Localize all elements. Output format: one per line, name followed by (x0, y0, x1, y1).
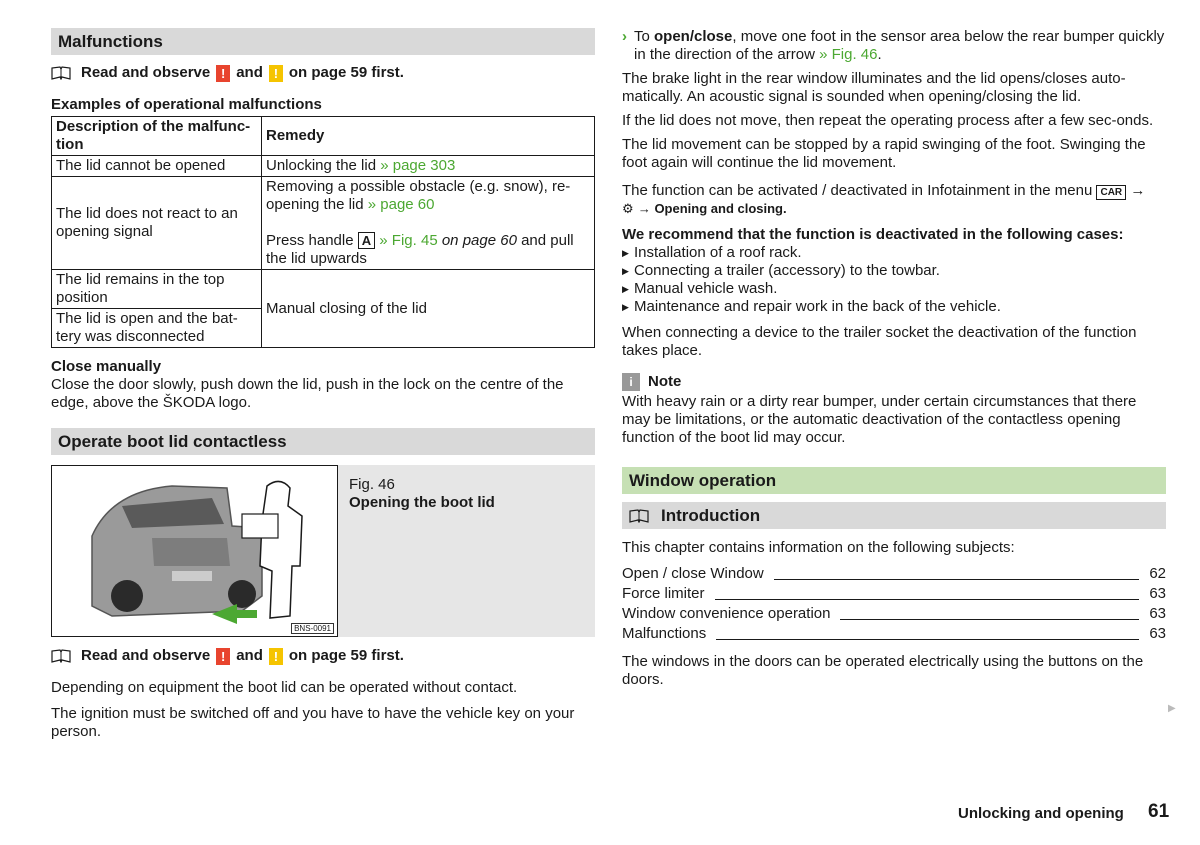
toc-label: Force limiter (622, 585, 705, 602)
toc-page: 63 (1149, 625, 1166, 642)
recommend-list (622, 244, 1166, 316)
toc-leader (716, 639, 1139, 640)
read-and-text: and (236, 647, 263, 664)
remedy-line-a (266, 178, 590, 214)
subsection-heading-introduction (622, 502, 1166, 529)
list-item: ▶ Maintenance and repair work in the back of the vehicle. (622, 298, 1166, 316)
table-cell: The lid remains in the top position (52, 270, 262, 309)
note-text: With heavy rain or a dirty rear bumper, under certain circumstances that there may be limitations, or the automatic deactivation of the contactless opening function of the boot lid may occur. (622, 393, 1137, 446)
toc-page: 63 (1149, 585, 1166, 602)
book-icon (51, 649, 71, 663)
introduction-title: Introduction (661, 506, 761, 525)
figure-tag: BNS-0091 (291, 623, 334, 634)
caution-icon: ! (269, 648, 283, 665)
menu-path: → Opening and closing. (637, 201, 787, 216)
paragraph: The lid movement can be stopped by a rapid swinging of the foot. Swinging the foot again will continue the lid movement. (622, 136, 1146, 171)
remedy-text: Unlocking the lid (266, 157, 377, 174)
table-header-row (52, 117, 595, 156)
read-page-ref: on page 59 first. (288, 647, 404, 664)
toc-item[interactable] (622, 625, 1166, 643)
paragraph: This chapter contains information on the following subjects: (622, 539, 1015, 556)
table-row (52, 177, 595, 270)
infotainment-paragraph (622, 182, 1166, 218)
table-cell: The lid does not react to an opening signal (52, 177, 262, 270)
footer-section-title: Unlocking and opening (958, 805, 1124, 822)
toc-item[interactable] (622, 585, 1166, 603)
table-cell (262, 177, 595, 270)
step-text: , move one foot in the sensor area below the rear bumper quickly in the direction of the arrow (634, 28, 1165, 63)
handle-key-label: A (358, 232, 375, 249)
figure-link[interactable]: » Fig. 46 (819, 46, 878, 63)
table-cell: Manual closing of the lid (262, 270, 595, 348)
toc-leader (840, 619, 1139, 620)
toc-page: 63 (1149, 605, 1166, 622)
table-header-description: Description of the malfunc-tion (52, 117, 262, 156)
paragraph: If the lid does not move, then repeat the operating process after a few sec-onds. (622, 112, 1154, 129)
toc-item[interactable] (622, 605, 1166, 623)
list-item: ▶ Installation of a roof rack. (622, 244, 1166, 262)
step-end: . (877, 46, 882, 63)
section-heading-window: Window operation (622, 467, 1166, 494)
recommend-title: We recommend that the function is deactivated in the following cases: (622, 226, 1124, 243)
read-page-ref: on page 59 first. (288, 64, 404, 81)
table-row (52, 270, 595, 309)
list-item: ▶ Manual vehicle wash. (622, 280, 1166, 298)
step-chevron-icon: › (622, 28, 627, 45)
paragraph: When connecting a device to the trailer socket the deactivation of the function takes place. (622, 324, 1137, 359)
car-person-illustration-icon (52, 466, 337, 636)
remedy-text: Removing a possible obstacle (e.g. snow), re-opening the lid (266, 178, 571, 213)
table-cell: The lid is open and the bat-tery was disconnected (52, 309, 262, 348)
figure-number: Fig. 46 (349, 476, 395, 493)
malfunctions-table (51, 116, 595, 348)
instruction-step (622, 28, 1166, 64)
toc-leader (715, 599, 1140, 600)
table-header-remedy: Remedy (262, 117, 595, 156)
boot-lid-figure-image (51, 465, 338, 637)
read-observe-line (51, 64, 595, 82)
figure-caption (349, 476, 495, 512)
section-heading-malfunctions: Malfunctions (51, 28, 595, 55)
toc-label: Window convenience operation (622, 605, 831, 622)
step-text: To (634, 28, 650, 45)
toc-label: Malfunctions (622, 625, 707, 642)
remedy-line-b (266, 232, 590, 268)
menu-arrow: → (1130, 182, 1146, 199)
paragraph: Depending on equipment the boot lid can be operated without contact. (51, 679, 518, 696)
figure-link[interactable]: » Fig. 45 (379, 232, 438, 249)
page-ref-italic: on page 60 (441, 232, 517, 249)
section-heading-contactless: Operate boot lid contactless (51, 428, 595, 455)
table-cell (262, 156, 595, 177)
caution-icon: ! (269, 65, 283, 82)
note-info-icon: i (622, 373, 640, 391)
note-label: Note (648, 373, 682, 390)
figure-title: Opening the boot lid (349, 494, 495, 511)
toc-label: Open / close Window (622, 565, 764, 582)
car-menu-key: CAR (1096, 185, 1126, 200)
read-observe-text: Read and observe (81, 64, 211, 81)
page-link[interactable]: » page 60 (367, 196, 435, 213)
book-icon (51, 66, 71, 80)
right-column (622, 28, 1166, 689)
page-link[interactable]: » page 303 (380, 157, 456, 174)
toc-item[interactable] (622, 565, 1166, 583)
paragraph: The brake light in the rear window illuminates and the lid opens/closes auto-matically. An acoustic signal is sounded when opening/closing the lid. (622, 70, 1126, 105)
page-number: 61 (1148, 801, 1170, 822)
continue-arrow-icon: ▶ (1168, 703, 1176, 714)
table-cell: The lid cannot be opened (52, 156, 262, 177)
figure-46 (51, 465, 595, 637)
paragraph-text: The function can be activated / deactivated in Infotainment in the menu (622, 182, 1093, 199)
read-and-text: and (236, 64, 263, 81)
settings-gear-icon: ⚙ (622, 201, 634, 216)
close-manually-text: Close the door slowly, push down the lid, push in the lock on the centre of the edge, above the ŠKODA logo. (51, 376, 564, 411)
step-bold: open/close (654, 28, 733, 45)
toc-list (622, 565, 1166, 643)
paragraph: The windows in the doors can be operated electrically using the buttons on the doors. (622, 653, 1144, 688)
list-item: ▶ Connecting a trailer (accessory) to the towbar. (622, 262, 1166, 280)
warning-icon: ! (216, 65, 230, 82)
toc-leader (774, 579, 1140, 580)
examples-title: Examples of operational malfunctions (51, 96, 322, 113)
paragraph: The ignition must be switched off and you have to have the vehicle key on your person. (51, 705, 575, 740)
note-header (622, 373, 1166, 391)
read-observe-line-2 (51, 647, 595, 665)
left-column (51, 28, 595, 741)
book-icon (629, 509, 649, 523)
read-observe-text: Read and observe (81, 647, 211, 664)
remedy-text: and pull the lid upwards (266, 232, 574, 267)
table-row (52, 156, 595, 177)
close-manually-title: Close manually (51, 358, 162, 375)
toc-page: 62 (1149, 565, 1166, 582)
remedy-text: Press handle (266, 232, 354, 249)
warning-icon: ! (216, 648, 230, 665)
